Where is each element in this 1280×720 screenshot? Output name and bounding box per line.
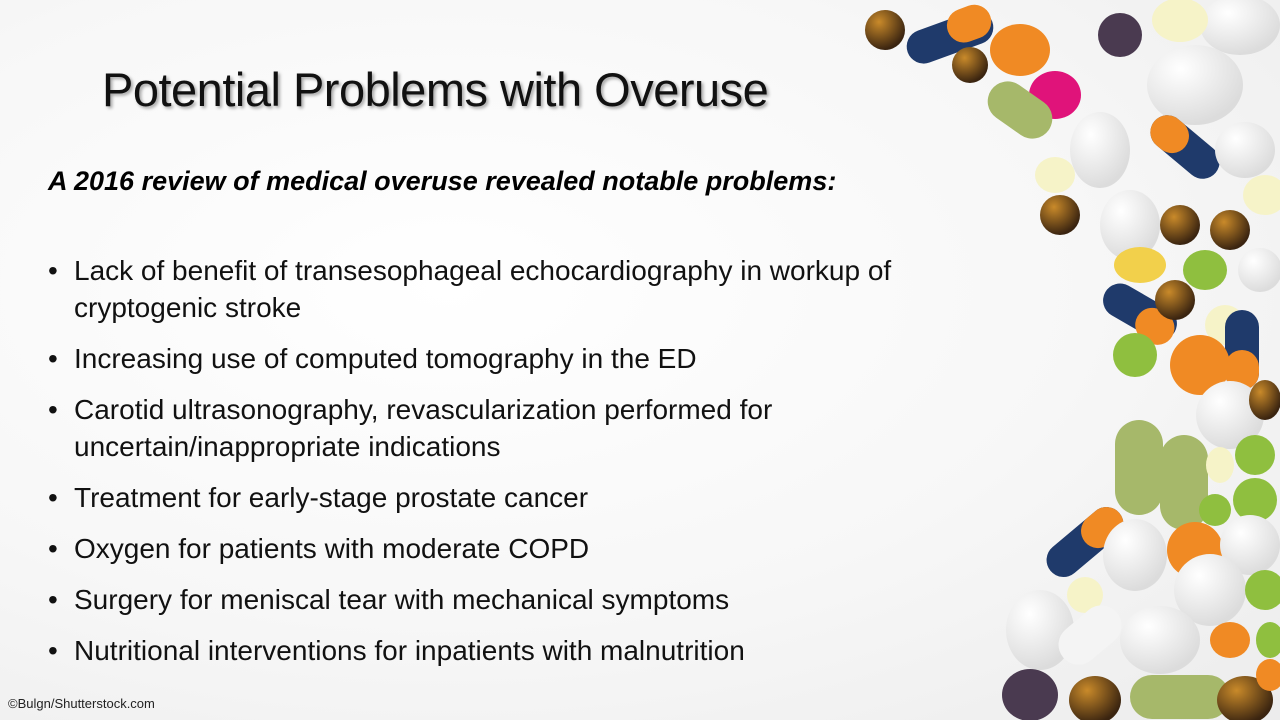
bullet-glyph: •	[48, 533, 58, 564]
bullet-glyph: •	[48, 482, 58, 513]
slide-title: Potential Problems with Overuse	[102, 63, 769, 116]
bullet-glyph: •	[48, 635, 58, 666]
bullet-item	[48, 252, 1038, 326]
bullet-list	[48, 252, 1038, 683]
bullet-glyph: •	[48, 343, 58, 374]
bullet-item	[48, 632, 1038, 669]
bullet-item	[48, 530, 1038, 567]
bullet-text: Surgery for meniscal tear with mechanical symptoms	[74, 584, 730, 615]
bullet-item	[48, 479, 1038, 516]
bullet-glyph: •	[48, 584, 58, 615]
bullet-item	[48, 340, 1038, 377]
image-credit: ©Bulgn/Shutterstock.com	[8, 696, 155, 711]
bullet-glyph: •	[48, 255, 58, 286]
bullet-text: Increasing use of computed tomography in the ED	[74, 343, 697, 374]
bullet-text: Carotid ultrasonography, revascularization performed for uncertain/inappropriate indications	[74, 394, 773, 462]
bullet-item	[48, 581, 1038, 618]
slide-subtitle: A 2016 review of medical overuse revealed notable problems:	[48, 166, 837, 196]
bullet-text: Nutritional interventions for inpatients with malnutrition	[74, 635, 745, 666]
bullet-glyph: •	[48, 394, 58, 425]
bullet-text: Lack of benefit of transesophageal echocardiography in workup of cryptogenic stroke	[74, 255, 892, 323]
bullet-text: Oxygen for patients with moderate COPD	[74, 533, 590, 564]
bullet-item	[48, 391, 1038, 465]
bullet-text: Treatment for early-stage prostate cancer	[74, 482, 589, 513]
